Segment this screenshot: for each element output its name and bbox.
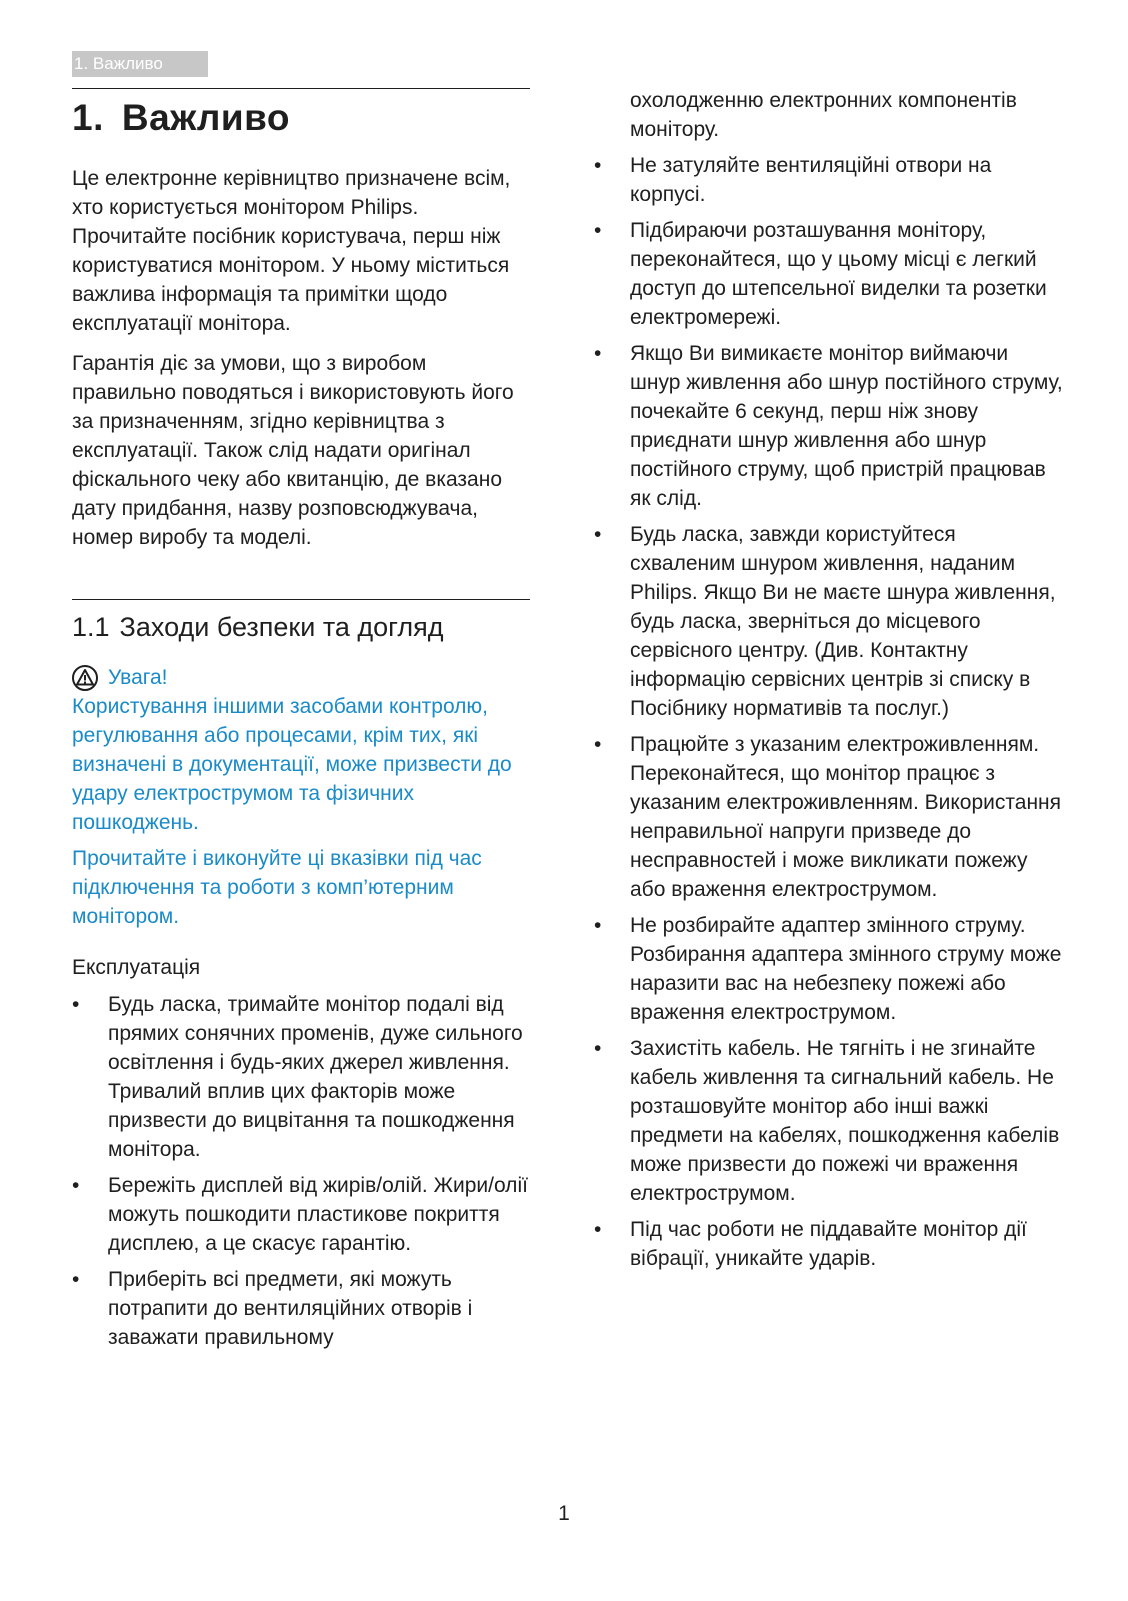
bullet-icon: • xyxy=(72,993,80,1016)
operation-list-left xyxy=(72,990,530,1352)
list-item: • Працюйте з указаним електроживленням. Переконайтеся, що монітор працює з указаним електроживленням. Використання неправильної напруги призведе до несправностей і може викликати пожежу або враження електрострумом. xyxy=(594,730,1064,904)
right-column xyxy=(594,86,1064,1280)
list-item: • Не затуляйте вентиляційні отвори на корпусі. xyxy=(594,151,1064,209)
list-item: • Приберіть всі предмети, які можуть потрапити до вентиляційних отворів і заважати правильному xyxy=(72,1265,530,1352)
running-header: 1. Важливо xyxy=(72,51,208,77)
bullet-icon: • xyxy=(594,1037,602,1060)
bullet-icon: • xyxy=(594,523,602,546)
bullet-icon: • xyxy=(594,1218,602,1241)
bullet-icon: • xyxy=(594,219,602,242)
intro-paragraph-2: Гарантія діє за умови, що з виробом правильно поводяться і використовують його за призначенням, згідно керівництва з експлуатації. Також слід надати оригінал фіскального чеку або квитанцію, де вказано дату придбання, назву розповсюджувача, номер виробу та моделі. xyxy=(72,352,514,549)
section-title xyxy=(72,610,530,644)
warning-paragraph-1: Користування іншими засобами контролю, регулювання або процесами, крім тих, які визначені в документації, може призвести до удару електрострумом та фізичних пошкоджень. xyxy=(72,695,512,834)
left-column xyxy=(72,88,530,1359)
chapter-title xyxy=(72,96,530,140)
warning-paragraph-2: Прочитайте і виконуйте ці вказівки під час підключення та роботи з комп’ютерним монітором. xyxy=(72,847,482,928)
bullet-icon: • xyxy=(72,1268,80,1291)
list-item: • Бережіть дисплей від жирів/олій. Жири/олії можуть пошкодити пластикове покриття дисплею, а це скасує гарантію. xyxy=(72,1171,530,1258)
section-title-text: Заходи безпеки та догляд xyxy=(119,612,444,642)
section-rule xyxy=(72,599,530,600)
bullet-icon: • xyxy=(594,914,602,937)
list-item: • Будь ласка, завжди користуйтеся схваленим шнуром живлення, наданим Philips. Якщо Ви не маєте шнура живлення, будь ласка, зверніться до місцевого сервісного центру. (Див. Контактну інформацію сервісних центрів зі списку в Посібнику нормативів та послуг.) xyxy=(594,520,1064,723)
list-item: • Підбираючи розташування монітору, переконайтеся, що у цьому місці є легкий доступ до штепсельної виделки та розетки електромережі. xyxy=(594,216,1064,332)
operation-list-right xyxy=(594,151,1064,1273)
chapter-rule xyxy=(72,88,530,89)
bullet-icon: • xyxy=(72,1174,80,1197)
list-item: • Якщо Ви вимикаєте монітор виймаючи шнур живлення або шнур постійного струму, почекайте 6 секунд, перш ніж знову приєднати шнур живлення або шнур постійного струму, щоб пристрій працював як слід. xyxy=(594,339,1064,513)
list-item: • Не розбирайте адаптер змінного струму. Розбирання адаптера змінного струму може наразити вас на небезпеку пожежі або враження електрострумом. xyxy=(594,911,1064,1027)
list-item: • Захистіть кабель. Не тягніть і не згинайте кабель живлення та сигнальний кабель. Не розташовуйте монітор або інші важкі предмети на кабелях, пошкодження кабелів може призвести до пожежі чи враження електрострумом. xyxy=(594,1034,1064,1208)
chapter-title-text: Важливо xyxy=(121,97,290,138)
warning-title: Увага! xyxy=(108,666,168,689)
warning-heading xyxy=(72,663,530,692)
warning-triangle-icon xyxy=(72,665,98,691)
bullet-icon: • xyxy=(594,733,602,756)
bullet-icon: • xyxy=(594,342,602,365)
operation-heading: Експлуатація xyxy=(72,956,201,979)
chapter-number: 1. xyxy=(72,97,104,138)
list-item: • Під час роботи не піддавайте монітор дії вібрації, уникайте ударів. xyxy=(594,1215,1064,1273)
intro-paragraph-1: Це електронне керівництво призначене всім, хто користується монітором Philips. Прочитайте посібник користувача, перш ніж користуватися монітором. У ньому міститься важлива інформація та примітки щодо експлуатації монітора. xyxy=(72,167,511,335)
list-item-continuation: охолодженню електронних компонентів монітору. xyxy=(630,89,1017,141)
section-number: 1.1 xyxy=(72,612,110,642)
list-item: • Будь ласка, тримайте монітор подалі від прямих сонячних променів, дуже сильного освітлення і будь-яких джерел живлення. Тривалий вплив цих факторів може призвести до вицвітання та пошкодження монітора. xyxy=(72,990,530,1164)
bullet-icon: • xyxy=(594,154,602,177)
page-number: 1 xyxy=(558,1502,570,1525)
